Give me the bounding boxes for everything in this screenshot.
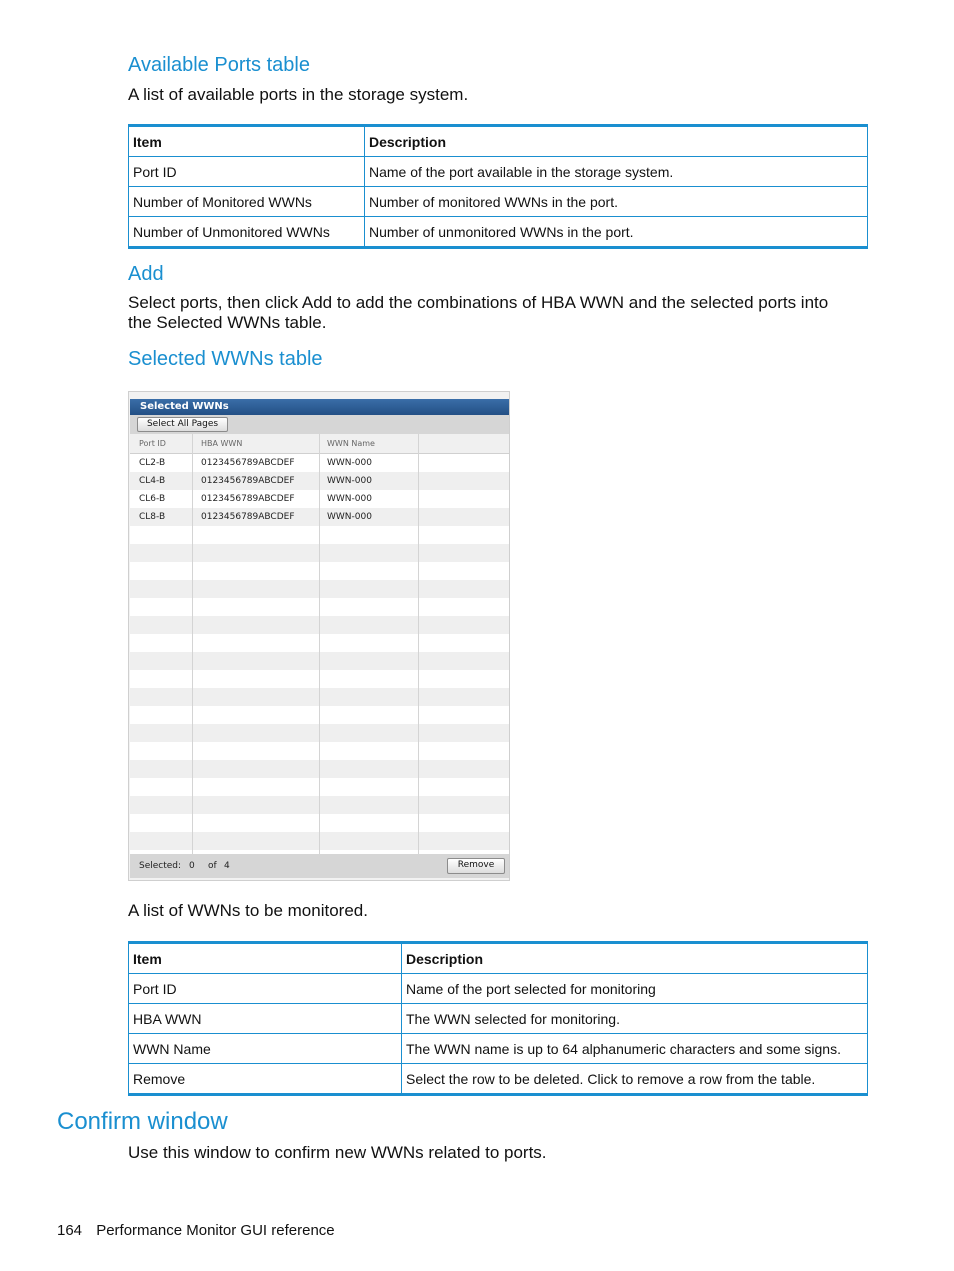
add-text-line1: Select ports, then click Add to add the combinations of HBA WWN and the selected ports into xyxy=(128,293,829,312)
add-text-line2: the Selected WWNs table. xyxy=(128,313,327,332)
available-ports-table xyxy=(128,124,868,249)
cell-hba-wwn: 0123456789ABCDEF xyxy=(201,458,295,468)
selected-wwns-grid xyxy=(130,434,509,854)
cell-item: HBA WWN xyxy=(129,1004,402,1034)
table-header-row xyxy=(129,943,868,974)
cell-description: Number of monitored WWNs in the port. xyxy=(365,187,868,217)
cell-port-id: CL6-B xyxy=(139,494,166,504)
cell-item: Number of Unmonitored WWNs xyxy=(129,217,365,248)
cell-hba-wwn: 0123456789ABCDEF xyxy=(201,476,295,486)
cell-description: Name of the port available in the storage system. xyxy=(365,157,868,187)
cell-description: Number of unmonitored WWNs in the port. xyxy=(365,217,868,248)
table-header-row xyxy=(129,126,868,157)
cell-hba-wwn: 0123456789ABCDEF xyxy=(201,512,295,522)
available-ports-intro: A list of available ports in the storage system. xyxy=(128,85,469,104)
column-port-id[interactable]: Port ID xyxy=(139,439,166,448)
cell-item: Port ID xyxy=(129,157,365,187)
table-row xyxy=(129,1004,868,1034)
select-all-pages-button[interactable]: Select All Pages xyxy=(137,417,228,432)
add-heading: Add xyxy=(128,263,164,285)
of-label: of xyxy=(208,861,217,871)
confirm-window-text: Use this window to confirm new WWNs related to ports. xyxy=(128,1143,547,1162)
column-hba-wwn[interactable]: HBA WWN xyxy=(201,439,243,448)
cell-port-id: CL4-B xyxy=(139,476,166,486)
table-row xyxy=(129,217,868,248)
cell-item: Number of Monitored WWNs xyxy=(129,187,365,217)
table-row xyxy=(129,974,868,1004)
available-ports-heading: Available Ports table xyxy=(128,54,310,76)
selected-count: 0 xyxy=(189,861,195,871)
cell-item: Remove xyxy=(129,1064,402,1095)
table-row xyxy=(129,1034,868,1064)
cell-wwn-name: WWN-000 xyxy=(327,494,372,504)
widget-toolbar xyxy=(130,415,509,434)
table-row xyxy=(129,157,868,187)
confirm-window-heading: Confirm window xyxy=(57,1108,228,1135)
cell-description: The WWN name is up to 64 alphanumeric characters and some signs. xyxy=(402,1034,868,1064)
cell-port-id: CL2-B xyxy=(139,458,166,468)
widget-title: Selected WWNs xyxy=(130,399,509,415)
page-footer xyxy=(57,1222,335,1239)
column-divider xyxy=(192,434,193,854)
total-count: 4 xyxy=(224,861,230,871)
cell-wwn-name: WWN-000 xyxy=(327,512,372,522)
cell-wwn-name: WWN-000 xyxy=(327,458,372,468)
remove-button[interactable]: Remove xyxy=(447,858,505,874)
selected-wwns-caption: A list of WWNs to be monitored. xyxy=(128,901,368,920)
cell-item: Port ID xyxy=(129,974,402,1004)
column-wwn-name[interactable]: WWN Name xyxy=(327,439,375,448)
table-row xyxy=(129,187,868,217)
header-description: Description xyxy=(365,126,868,157)
cell-item: WWN Name xyxy=(129,1034,402,1064)
cell-description: Select the row to be deleted. Click to remove a row from the table. xyxy=(402,1064,868,1095)
page-number: 164 xyxy=(57,1222,83,1239)
column-divider xyxy=(418,434,419,854)
footer-title: Performance Monitor GUI reference xyxy=(96,1222,335,1239)
selected-wwns-heading: Selected WWNs table xyxy=(128,348,323,370)
selected-wwns-table xyxy=(128,941,868,1096)
selected-wwns-screenshot xyxy=(128,391,510,881)
selected-label: Selected: xyxy=(139,861,182,871)
column-divider xyxy=(319,434,320,854)
cell-hba-wwn: 0123456789ABCDEF xyxy=(201,494,295,504)
cell-description: Name of the port selected for monitoring xyxy=(402,974,868,1004)
header-description: Description xyxy=(402,943,868,974)
header-item: Item xyxy=(129,126,365,157)
widget-footer xyxy=(130,854,509,878)
table-row xyxy=(129,1064,868,1095)
cell-wwn-name: WWN-000 xyxy=(327,476,372,486)
cell-description: The WWN selected for monitoring. xyxy=(402,1004,868,1034)
cell-port-id: CL8-B xyxy=(139,512,166,522)
header-item: Item xyxy=(129,943,402,974)
